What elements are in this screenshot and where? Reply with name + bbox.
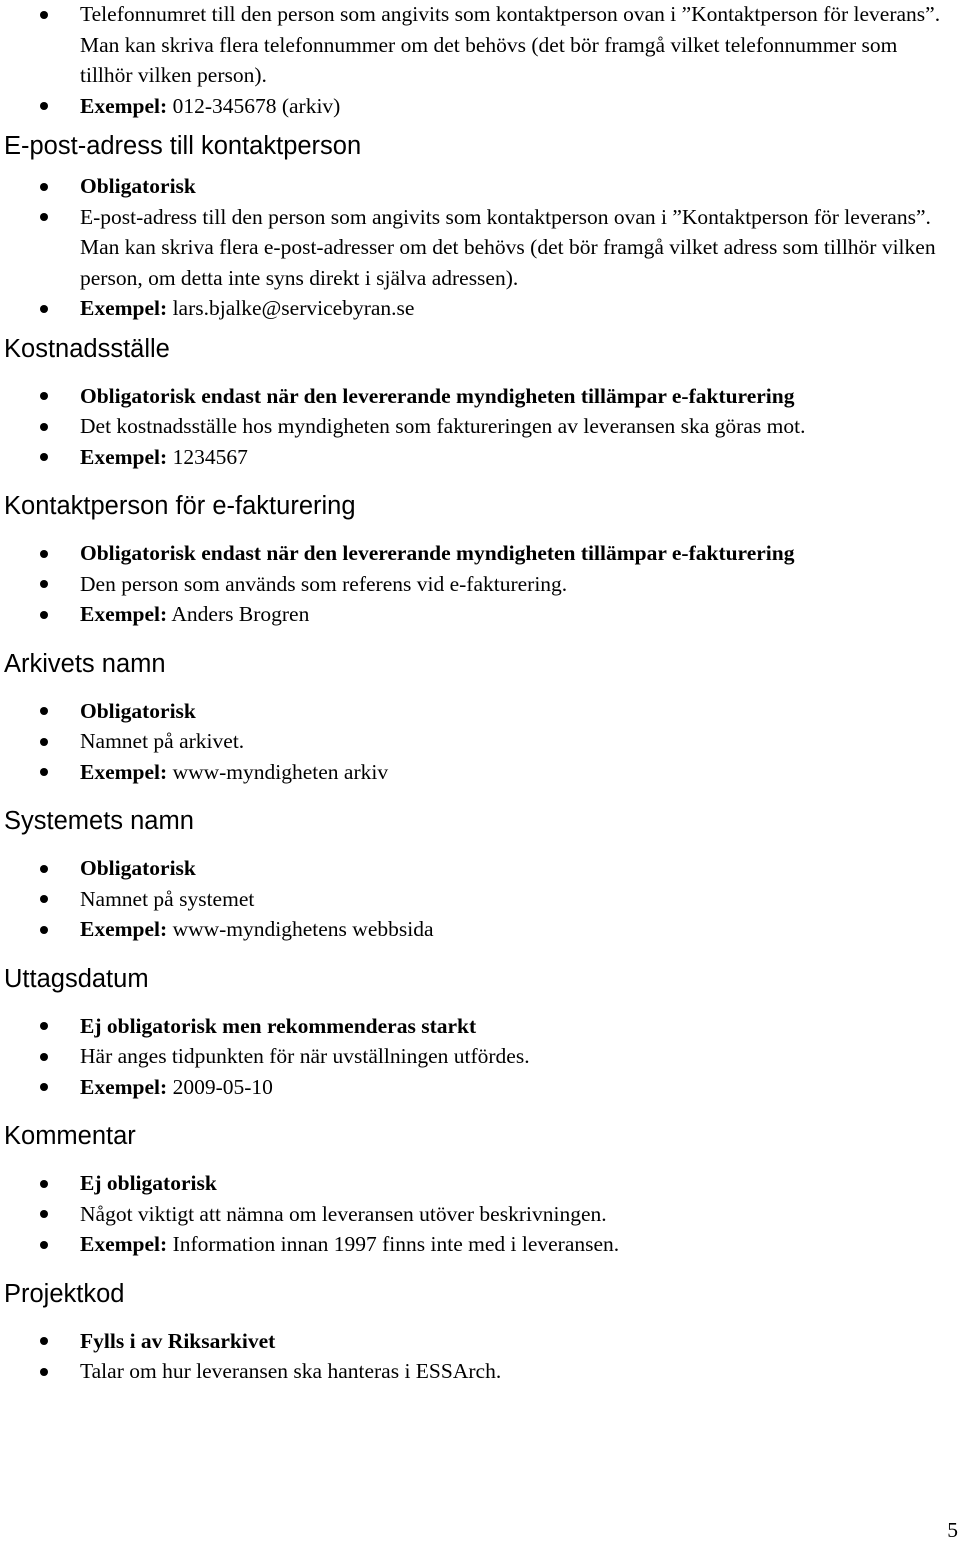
description-item: Det kostnadsställe hos myndigheten som faktureringen av leveransen ska göras mot. (0, 411, 960, 442)
example-label: Exempel: (80, 917, 168, 941)
example-value: www-myndigheten arkiv (172, 759, 389, 784)
intro-list (0, 0, 960, 121)
example-value: 012-345678 (arkiv) (172, 93, 341, 118)
page-number: 5 (947, 1518, 958, 1542)
intro-example (0, 91, 960, 122)
example-item (0, 293, 960, 324)
section-heading-uttagsdatum: Uttagsdatum (4, 964, 149, 993)
section-heading-efakturering: Kontaktperson för e-fakturering (4, 492, 356, 520)
section-list-kommentar (0, 1168, 960, 1260)
description-item: Talar om hur leveransen ska hanteras i ESSArch. (0, 1356, 960, 1387)
example-item (0, 599, 960, 630)
description-item: Något viktigt att nämna om leveransen utöver beskrivningen. (0, 1199, 960, 1230)
requirement-item: Obligatorisk (0, 171, 960, 202)
example-label: Exempel: (80, 444, 168, 469)
section-list-uttagsdatum (0, 1011, 960, 1103)
description-item: Namnet på arkivet. (0, 726, 960, 757)
requirement-item: Obligatorisk endast när den levererande myndigheten tillämpar e-fakturering (0, 381, 960, 412)
requirement-item: Ej obligatorisk men rekommenderas starkt (0, 1011, 960, 1042)
description-item: Namnet på systemet (0, 884, 960, 915)
section-list-projektkod (0, 1326, 960, 1387)
section-heading-kostnadsstalle: Kostnadsställe (4, 334, 170, 363)
example-value: www-myndighetens webbsida (172, 917, 434, 941)
example-value: 2009-05-10 (172, 1074, 273, 1099)
section-list-kostnadsstalle (0, 381, 960, 473)
requirement-item: Obligatorisk (0, 853, 960, 884)
example-value: Information innan 1997 finns inte med i leveransen. (172, 1232, 620, 1256)
requirement-item: Obligatorisk (0, 696, 960, 727)
section-list-arkivets-namn (0, 696, 960, 788)
section-heading-kommentar: Kommentar (4, 1122, 136, 1150)
example-item (0, 442, 960, 473)
example-item (0, 757, 960, 788)
example-label: Exempel: (80, 602, 168, 626)
example-item (0, 1072, 960, 1103)
example-item (0, 1229, 960, 1260)
example-value: lars.bjalke@servicebyran.se (172, 296, 415, 320)
example-label: Exempel: (80, 759, 168, 784)
description-item: E-post-adress till den person som angivits som kontaktperson ovan i ”Kontaktperson för leverans”. Man kan skriva flera e-post-adresser om det behövs (det bör framgå vilket adress som tillhör vilken person, om detta inte syns direkt i själva adressen). (0, 202, 960, 294)
example-label: Exempel: (80, 93, 168, 118)
section-list-epost (0, 171, 960, 324)
section-list-efakturering (0, 538, 960, 630)
section-list-systemets-namn (0, 853, 960, 945)
section-heading-arkivets-namn: Arkivets namn (4, 649, 166, 678)
section-heading-systemets-namn: Systemets namn (4, 807, 194, 835)
description-item: Den person som används som referens vid e-fakturering. (0, 569, 960, 600)
section-heading-projektkod: Projektkod (4, 1279, 125, 1308)
example-value: 1234567 (172, 444, 248, 469)
example-label: Exempel: (80, 1074, 168, 1099)
example-item (0, 914, 960, 945)
description-item: Här anges tidpunkten för när uvställningen utfördes. (0, 1041, 960, 1072)
requirement-item: Ej obligatorisk (0, 1168, 960, 1199)
intro-description: Telefonnumret till den person som angivits som kontaktperson ovan i ”Kontaktperson för leverans”. Man kan skriva flera telefonnummer om det behövs (det bör framgå vilket telefonnummer som tillhör vilken person). (0, 0, 960, 91)
example-label: Exempel: (80, 1232, 168, 1256)
example-label: Exempel: (80, 296, 168, 320)
requirement-item: Fylls i av Riksarkivet (0, 1326, 960, 1357)
requirement-item: Obligatorisk endast när den levererande myndigheten tillämpar e-fakturering (0, 538, 960, 569)
section-heading-epost: E-post-adress till kontaktperson (4, 132, 362, 160)
example-value: Anders Brogren (171, 602, 310, 626)
